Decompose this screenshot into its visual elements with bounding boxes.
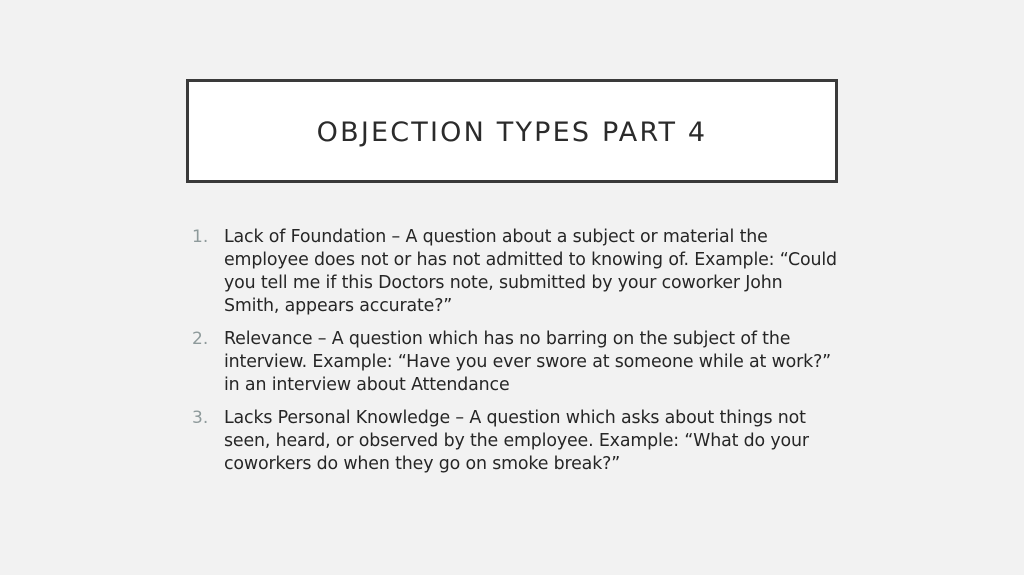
list-item-number: 1. — [192, 227, 209, 247]
list-item-text: Lack of Foundation – A question about a subject or material the employee does not or has not admitted to knowing of. Example: “Could you tell me if this Doctors note, submitted by your coworker John Smith, appears accurate?” — [224, 227, 837, 316]
title-box — [186, 79, 838, 183]
list-item-number: 3. — [192, 408, 209, 428]
list-item-text: Lacks Personal Knowledge – A question which asks about things not seen, heard, or observed by the employee. Example: “What do your coworkers do when they go on smoke break?” — [224, 408, 809, 474]
list-item-text: Relevance – A question which has no barring on the subject of the interview. Example: “Have you ever swore at someone while at work?” in an interview about Attendance — [224, 329, 832, 395]
list-item — [192, 328, 842, 397]
objection-list — [192, 226, 842, 486]
list-item — [192, 226, 842, 318]
list-item-number: 2. — [192, 329, 209, 349]
list-item — [192, 407, 842, 476]
slide-title: OBJECTION TYPES PART 4 — [316, 116, 708, 148]
